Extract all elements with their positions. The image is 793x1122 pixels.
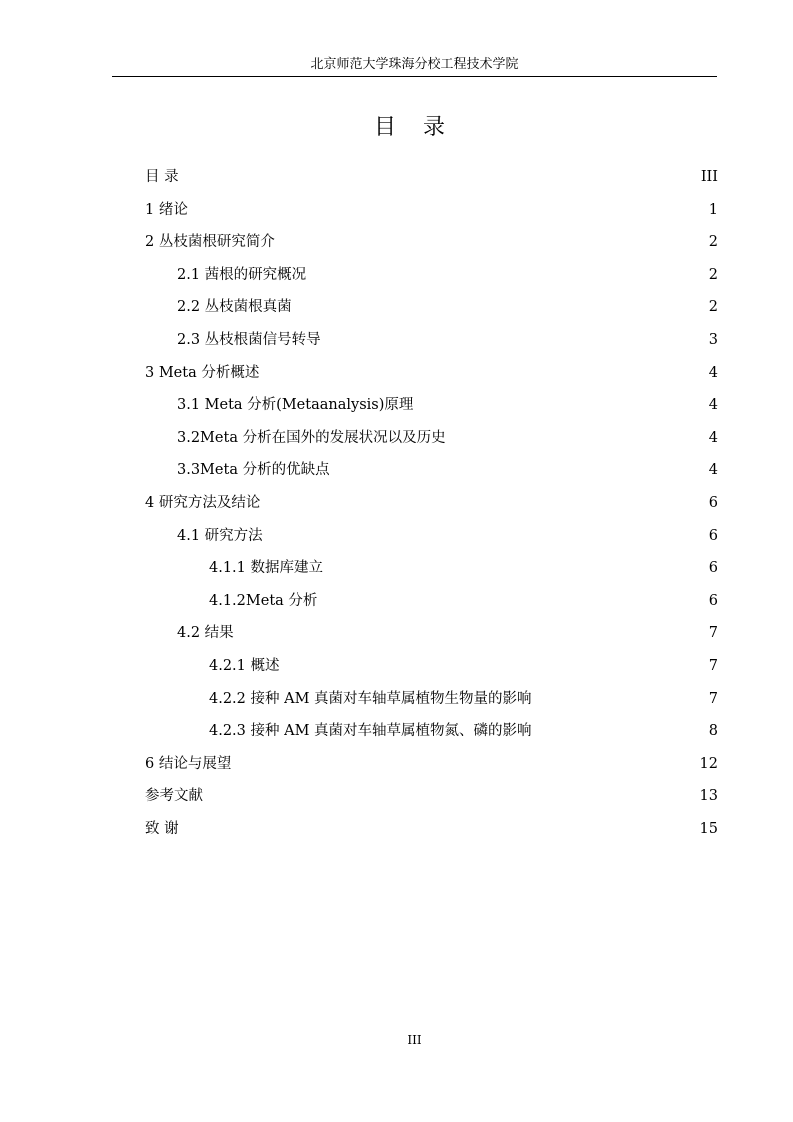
toc-entry-page: 4 (708, 364, 718, 381)
toc-entry-page: 13 (699, 788, 718, 805)
toc-entry[interactable] (145, 424, 718, 457)
toc-entry-page: 4 (708, 429, 718, 446)
toc-entry-title: 目 录 (145, 169, 179, 185)
toc-entry-page: 4 (708, 397, 718, 414)
toc-entry[interactable] (145, 652, 718, 685)
toc-entry-title: 3 Meta 分析概述 (145, 364, 260, 381)
toc-entry-page: 3 (708, 331, 718, 348)
toc-entry[interactable] (145, 293, 718, 326)
toc-entry-page: 6 (708, 560, 718, 577)
toc-entry[interactable] (145, 391, 718, 424)
table-of-contents (145, 163, 718, 847)
page-number: III (407, 1033, 422, 1047)
toc-entry[interactable] (145, 489, 718, 522)
toc-entry-title: 4.2.2 接种 AM 真菌对车轴草属植物生物量的影响 (209, 690, 532, 707)
toc-entry[interactable] (145, 163, 718, 196)
toc-entry-page: 1 (708, 201, 718, 218)
toc-entry-title: 3.3Meta 分析的优缺点 (177, 462, 330, 479)
toc-entry[interactable] (145, 750, 718, 783)
toc-entry-page: 15 (699, 820, 718, 837)
toc-entry[interactable] (145, 359, 718, 392)
toc-entry-title: 3.2Meta 分析在国外的发展状况以及历史 (177, 429, 446, 446)
toc-entry[interactable] (145, 228, 718, 261)
toc-entry[interactable] (145, 815, 718, 848)
toc-entry[interactable] (145, 717, 718, 750)
toc-entry-title: 致 谢 (145, 820, 179, 837)
toc-entry[interactable] (145, 456, 718, 489)
toc-entry-page: 2 (708, 266, 718, 283)
toc-entry-page: 7 (708, 657, 718, 674)
header-rule (112, 76, 717, 77)
toc-entry-title: 4.1.1 数据库建立 (209, 560, 324, 577)
toc-entry-title: 4 研究方法及结论 (145, 494, 261, 511)
toc-entry-title: 6 结论与展望 (145, 755, 232, 772)
toc-entry-page: 12 (699, 755, 718, 772)
toc-entry-page: 6 (708, 527, 718, 544)
toc-entry-page: III (700, 169, 718, 185)
toc-entry-title: 参考文献 (145, 788, 203, 805)
toc-entry-page: 8 (708, 723, 718, 740)
toc-entry-page: 2 (708, 234, 718, 251)
toc-entry[interactable] (145, 522, 718, 555)
toc-entry-page: 6 (708, 592, 718, 609)
toc-entry[interactable] (145, 554, 718, 587)
toc-entry-page: 6 (708, 494, 718, 511)
toc-entry-page: 4 (708, 462, 718, 479)
toc-entry-title: 4.2.1 概述 (209, 657, 280, 674)
toc-entry-title: 3.1 Meta 分析(Metaanalysis)原理 (177, 397, 414, 414)
toc-entry-title: 4.2 结果 (177, 625, 234, 642)
toc-entry[interactable] (145, 326, 718, 359)
toc-entry[interactable] (145, 196, 718, 229)
toc-entry-page: 7 (708, 625, 718, 642)
toc-entry-title: 1 绪论 (145, 201, 188, 218)
toc-entry-title: 4.1 研究方法 (177, 527, 263, 544)
toc-entry[interactable] (145, 782, 718, 815)
toc-entry-page: 7 (708, 690, 718, 707)
toc-entry-title: 2.2 丛枝菌根真菌 (177, 299, 292, 316)
toc-entry-title: 2.3 丛枝根菌信号转导 (177, 331, 321, 348)
toc-entry-page: 2 (708, 299, 718, 316)
toc-entry[interactable] (145, 619, 718, 652)
page-title: 目 录 (374, 115, 455, 140)
toc-entry-title: 2 丛枝菌根研究简介 (145, 234, 275, 251)
toc-entry-title: 2.1 茜根的研究概况 (177, 266, 307, 283)
toc-entry[interactable] (145, 685, 718, 718)
toc-entry-title: 4.2.3 接种 AM 真菌对车轴草属植物氮、磷的影响 (209, 723, 532, 740)
toc-entry[interactable] (145, 261, 718, 294)
running-header: 北京师范大学珠海分校工程技术学院 (310, 57, 519, 72)
toc-entry[interactable] (145, 587, 718, 620)
toc-entry-title: 4.1.2Meta 分析 (209, 592, 318, 609)
